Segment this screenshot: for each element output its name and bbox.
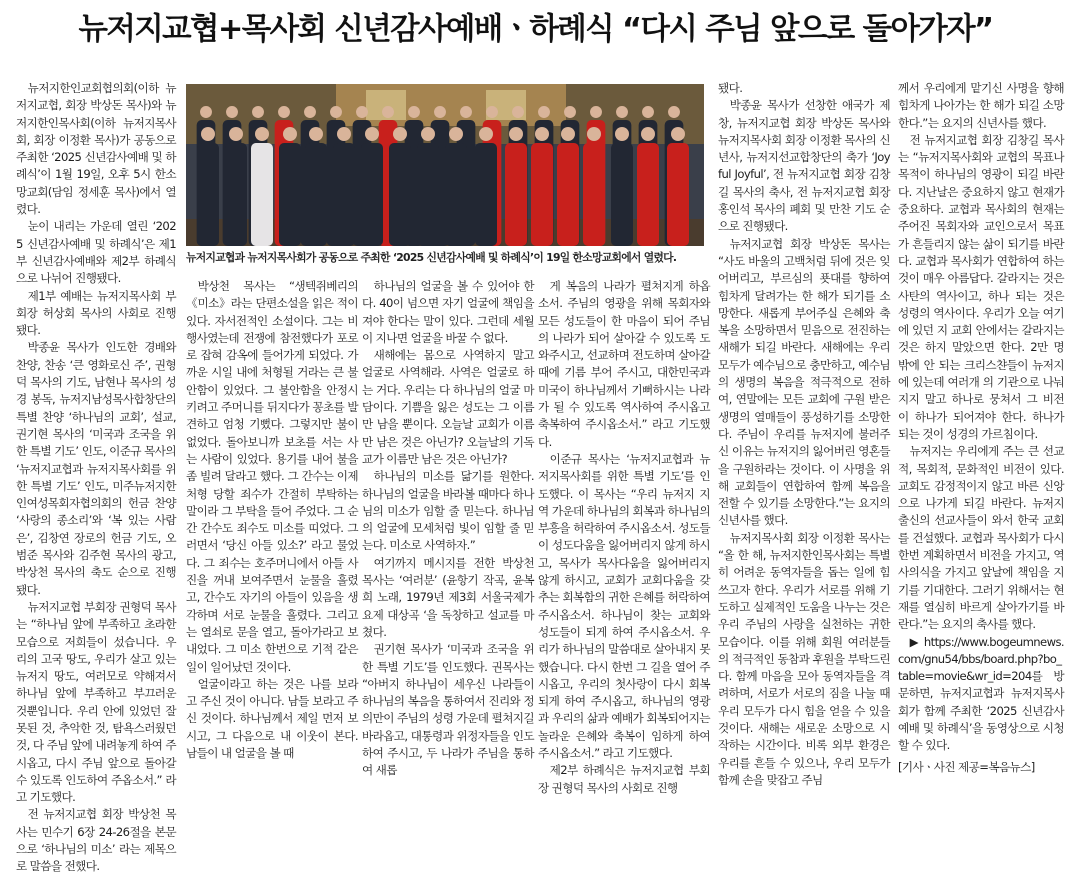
person-head	[330, 106, 342, 118]
group-photo	[186, 84, 704, 246]
person-head	[255, 127, 269, 141]
article-column-2	[186, 278, 358, 812]
person-body	[361, 143, 383, 246]
article-column-4	[538, 278, 710, 812]
paragraph: 뉴저지교협 부회장 권형덕 목사는 “하나님 앞에 부족하고 초라한 모습으로 저희들이 섰습니다. 우리의 고국 땅도, 우리가 살고 있는 뉴저지 땅도, 여러모로 약해져서 하나님 앞에 부족하고 부끄러운 것뿐입니다. 우리 안에 있었던 잘못된 것, 추악한 것, 탐욕스러웠던 것, 다 주님 앞에 내려놓게 하여 주시옵고, 다시 주님 앞으로 돌아갈 수 있도록 인도하여 주옵소서.” 라고 기도했다.	[16, 599, 176, 805]
person-body	[475, 143, 497, 246]
paragraph: 제1부 예배는 뉴저지목사회 부회장 허상회 목사의 사회로 진행됐다.	[16, 288, 176, 338]
person-head	[337, 127, 351, 141]
paragraph: 이준규 목사는 ‘뉴저지교협과 뉴저지목사회를 위한 특별 기도’를 인도했다. 이 목사는 “우리 뉴저지 지역 가운데 하나님의 회복과 하나님의 부흥을 허락하여 주시옵소서. 성도들이 성도다움을 잃어버리지 않게 하시고, 목사가 목사다움을 잃어버리지 않게 하시고, 교회가 교회다움을 갖추는 회복함의 귀한 은혜를 허락하여 주시옵소서. 하나님이 찾는 교회와 성도들이 되게 하여 주시옵소서. 우리가 하나님의 말씀대로 살아내지 못했습니다. 다시 한번 그 길을 열어 주시옵고, 우리의 첫사랑이 다시 회복되게 하여 주시옵고, 하나님의 영광과 우리의 삶과 예배가 회복되어지는 놀라운 은혜와 축복이 임하게 하여 주시옵소서.” 라고 기도했다.	[538, 451, 710, 761]
paragraph: 전 뉴저지교협 회장 박상천 목사는 민수기 6장 24-26절을 본문으로 ‘하나님의 미소’ 라는 제목으로 말씀을 전했다.	[16, 807, 176, 874]
person-head	[393, 127, 407, 141]
person-body	[333, 143, 355, 246]
paragraph: 뉴저지는 우리에게 주는 큰 선교적, 목회적, 문화적인 비전이 있다. 교회도 감정적이지 않고 바른 신앙으로 나가게 되길 바란다. 뉴저지 출신의 선교사들이 와서 한국 교회를 건설했다. 교협과 목사회가 다시 한번 계획하면서 비전을 가지고, 역사의식을 가지고 앞날에 책임을 지기를 기대한다. 그러기 위해서는 현재를 열심히 바르게 살아가기를 바란다.”는 요지의 축사를 했다.	[898, 444, 1064, 632]
person-head	[590, 106, 602, 118]
paragraph: 박상천 목사는 “생텍쥐베리의 《미소》라는 단편소설을 읽은 적이 있다. 자서전적인 소설이다. 그는 비행사였는데 전쟁에 참전했다가 포로로 잡혀 감옥에 들어가게 되었다. 가까운 시일 내에 처형될 거라는 큰 불안함이 있었다. 그 불안함을 안정시키려고 주머니를 뒤지다가 꽁초를 발견하고 엄청 기뻤다. 그렇지만 불이 없었다. 돌아보니까 보초를 서는 사는 사람이 있었다. 용기를 내어 불을 좀 빌려 달라고 했다. 그 간수는 이제 처형 당할 죄수가 간절히 부탁하는 말이라 그 부탁을 들어 주었다. 그 순간 간수도 죄수도 미소를 띠었다. 그러면서 ‘당신 아들 있소?’ 라고 물었다. 그 죄수는 호주머니에서 아들 사진을 꺼내 보여주면서 눈물을 흘렸고, 간수도 자기의 아들이 있음을 생각하며 서로 눈물을 흘렸다. 그리고는 열쇠로 문을 열고, 돌아가라고 보내었다. 그 미소 한번으로 기적 같은 일이 일어났던 것이다.	[186, 279, 358, 674]
photo-credit: [기사ㆍ사진 제공=복음뉴스]	[898, 759, 1035, 774]
person-head	[538, 106, 550, 118]
person-head	[512, 106, 524, 118]
person-head	[252, 106, 264, 118]
article-column-3	[362, 278, 534, 812]
person-head	[365, 127, 379, 141]
person-body	[197, 143, 219, 246]
person-head	[616, 106, 628, 118]
headline: 뉴저지교협+목사회 신년감사예배ㆍ하례식 “다시 주님 앞으로 돌아가자”	[78, 12, 993, 47]
paragraph: 얼굴이라고 하는 것은 나를 보라고 주신 것이 아니다. 남들 보라고 주신 것이다. 하나님께서 제일 먼저 보시고, 그 다음으로 내 이웃이 본다. 남들이 내 얼굴을 볼 때	[186, 676, 358, 761]
person-head	[486, 106, 498, 118]
person-head	[356, 106, 368, 118]
person-head	[408, 106, 420, 118]
paragraph: 박종윤 목사가 인도한 경배와 찬양, 찬송 ‘큰 영화로신 주’, 권형덕 목사의 기도, 남현나 목사의 성경 봉독, 뉴저지남성목사합창단의 특별 찬양 ‘하나님의 교회’, 설교, 권기현 목사의 ‘미국과 조국을 위한 특별 기도’ 인도, 이준규 목사의 ‘뉴저지교협과 뉴저지목사회를 위한 특별 기도’ 인도, 미주뉴저지한인여성목회자협의회의 헌금 찬양 ‘사랑의 종소리’와 ‘복 있는 사람은’, 김창연 장로의 헌금 기도, 오범준 목사와 김주현 목사의 광고, 박상천 목사의 축도 순으로 진행됐다.	[16, 340, 176, 597]
link-note[interactable]: ▶ https://www.bogeumnews.com/gnu54/bbs/board.php?bo_table=movie&wr_id=204를 방문하면, 뉴저지교협과 뉴저지목사회가 함께 주최한 ‘2025 신년감사예배 및 하례식’을 동영상으로 시청할 수 있다.	[898, 634, 1064, 753]
paragraph: 뉴저지교협 회장 박상돈 목사는 “사도 바울의 고백처럼 뒤에 것은 잊어버리고, 부르심의 푯대를 향하여 힘차게 달려가는 한 해가 되기를 소망한다. 새롭게 부어주실 은혜와 축복을 소망하면서 믿음으로 전진하는 새해가 되길 바란다. 새해에는 우리 모두가 예수님으로 충만하고, 예수님의 생명의 복음을 적극적으로 전하여, 연말에는 모든 교회에 구원 받은 생명의 열매들이 풍성하기를 소망한다. 주님이 우리를 뉴저지에 불러주신 이유는 뉴저지의 잃어버린 영혼들을 구원하라는 것이다. 이 사명을 위해 교회들이 연합하여 함께 복음을 전할 수 있기를 소망한다.”는 요지의 신년사를 했다.	[718, 236, 890, 528]
person-head	[671, 127, 685, 141]
person-head	[434, 106, 446, 118]
paragraph: 하나님의 얼굴을 볼 수 있어야 한다. 40이 넘으면 자기 얼굴에 책임을 져야 한다는 말이 있다. 그런데 세월이 지나면 얼굴을 바꿀 수 없다.	[362, 279, 534, 345]
person-body	[637, 143, 659, 246]
person-head	[382, 106, 394, 118]
person-head	[615, 127, 629, 141]
paragraph: 하나님의 미소를 닮기를 원한다. 하나님의 얼굴을 바라볼 때마다 하나님의 미소가 임할 줄 믿는다. 하나님의 얼굴에 모세처럼 빛이 임할 줄 믿는다. 미소로 사역하자.”	[362, 469, 534, 553]
paragraph: 여기까지 메시지를 전한 박상천 목사는 ‘여러분’ (윤항기 작곡, 윤복희 노래, 1979년 제3회 서울국제가요제 대상곡 ‘을 독창하고 설교를 마쳤다.	[362, 555, 534, 639]
person-head	[421, 127, 435, 141]
paragraph: 제2부 하례식은 뉴저지교협 부회장 권형덕 목사의 사회로 진행	[538, 763, 710, 795]
person-head	[278, 106, 290, 118]
person-head	[668, 106, 680, 118]
person-head	[641, 127, 655, 141]
person-head	[460, 106, 472, 118]
article-column-1	[16, 80, 176, 874]
photo-caption: 뉴저지교협과 뉴저지목사회가 공동으로 주최한 ‘2025 신년감사예배 및 하례식’이 19일 한소망교회에서 열렸다.	[186, 251, 677, 264]
paragraph: 권기현 목사가 ‘미국과 조국을 위한 특별 기도’를 인도했다. 권목사는 “아버지 하나님이 세우신 나라들이 하나님의 복음을 통하여서 진리와 정의만이 주님의 성령 가운데 펼쳐지길 바라옵고, 대통령과 위정자들을 인도하여 주시고, 두 나라가 주님을 통하여 새롭	[362, 642, 534, 778]
person-body	[557, 143, 579, 246]
paragraph: 박종윤 목사가 선창한 애국가 제창, 뉴저지교협 회장 박상돈 목사와 뉴저지목사회 회장 이정환 목사의 신년사, 뉴저지선교합창단의 축가 ‘Joyful Joyful’, 전 뉴저지교협 회장 김창길 목사의 축사, 전 뉴저지교협 회장 홍인석 목사의 폐회 및 만찬 기도 순으로 진행됐다.	[718, 98, 890, 234]
paragraph: 께서 우리에게 맡기신 사명을 향해 힘차게 나아가는 한 해가 되길 소망한다.”는 요지의 신년사를 했다.	[898, 81, 1064, 130]
person-body	[389, 143, 411, 246]
person-head	[304, 106, 316, 118]
person-body	[667, 143, 689, 246]
person-body	[279, 143, 301, 246]
paragraph: 뉴저지목사회 회장 이정환 목사는 “올 한 해, 뉴저지한인목사회는 특별히 어려운 동역자들을 돕는 일에 힘쓰고자 한다. 우리가 서로를 위해 기도하고 실제적인 도움을 나누는 것은 우리 주님의 사랑을 실천하는 귀한 모습이다. 이를 위해 회원 여러분들의 적극적인 동참과 후원을 부탁드린다. 함께 마음을 모아 동역자들을 격려하며, 서로가 서로의 짐을 나눌 때 우리 모두가 다시 힘을 얻을 수 있을 것이다. 새해는 새로운 소망으로 시작하는 시간이다. 비록 외부 환경은 우리를 흔들 수 있으나, 우리 모두가 함께 손을 맞잡고 주님	[718, 530, 890, 787]
person-head	[587, 127, 601, 141]
article-column-6	[898, 80, 1064, 812]
person-body	[251, 143, 273, 246]
person-body	[583, 143, 605, 246]
person-head	[283, 127, 297, 141]
person-head	[479, 127, 493, 141]
person-body	[531, 143, 553, 246]
person-head	[200, 106, 212, 118]
paragraph: 전 뉴저지교협 회장 김창길 목사는 “뉴저지목사회와 교협의 목표나 목적이 하나님의 영광이 되길 바란다. 지난날은 중요하지 않고 현재가 중요하다. 교협과 목사회의 현재는 주어진 목회자와 교인으로서 목표가 흔들리지 않는 삶이 되기를 바란다. 교협과 목사회가 연합하여 하는 것이 매우 아름답다. 갈라지는 것은 사탄의 역사이고, 하나 되는 것은 성령의 역사이다. 우리가 오늘 여기에 있던 지 교회 안에서는 갈라지는 것은 하지 말았으면 한다. 2만 명 밖에 안 되는 크리스챤들이 뉴저지에 있는데 여러개 의 기관으로 나눠지지 말고 하나로 뭉쳐서 그 비전 이 하나가 되어져야 한다. 하나가 되는 것이 성경의 가르침이다.	[898, 132, 1064, 441]
paragraph: 게 복음의 나라가 펼쳐지게 하옵소서. 주님의 영광을 위해 목회자와 모든 성도들이 한 마음이 되어 주님의 나라가 되어 살아갈 수 있도록 도와주시고, 선교하며 전도하며 살아갈 때에 기름 부어 주시고, 대한민국과 미국이 하나님께서 기뻐하시는 나라가 될 수 있도록 역사하여 주시옵고 축복하여 주시옵소서.” 라고 기도했다.	[538, 279, 710, 449]
person-head	[229, 127, 243, 141]
person-body	[611, 143, 633, 246]
article-column-5	[718, 80, 890, 812]
person-body	[445, 143, 467, 246]
person-body	[505, 143, 527, 246]
person-head	[226, 106, 238, 118]
person-head	[309, 127, 323, 141]
person-body	[305, 143, 327, 246]
person-head	[509, 127, 523, 141]
person-body	[417, 143, 439, 246]
group-photo-image	[186, 84, 704, 246]
person-head	[535, 127, 549, 141]
person-head	[449, 127, 463, 141]
paragraph: 됐다.	[718, 81, 743, 95]
person-head	[201, 127, 215, 141]
paragraph: 뉴저지한인교회협의회(이하 뉴저지교협, 회장 박상돈 목사)와 뉴저지한인목사회(이하 뉴저지목사회, 회장 이정환 목사)가 공동으로 주최한 ‘2025 신년감사예배 및 하례식’이 1월 19일, 오후 5시 한소망교회(담임 정세훈 목사)에서 열렸다.	[16, 81, 176, 217]
person-head	[561, 127, 575, 141]
person-head	[642, 106, 654, 118]
person-head	[564, 106, 576, 118]
paragraph: 눈이 내리는 가운데 열린 ‘2025 신년감사예배 및 하례식’은 제1부 신년감사예배와 제2부 하례식으로 나뉘어 진행됐다.	[16, 219, 176, 286]
person-body	[225, 143, 247, 246]
paragraph: 새해에는 몸으로 사역하지 말고 얼굴로 사역해라. 사역은 얼굴로 하는 거다. 우리는 다 하나님의 얼굴 마담이다. 기쁨을 잃은 성도는 그 이름만 남을 뿐이다. 오늘날 교회가 이름만 남은 것은 아닌가? 오늘날의 기독교가 이름만 남은 것은 아닌가?	[362, 348, 534, 466]
